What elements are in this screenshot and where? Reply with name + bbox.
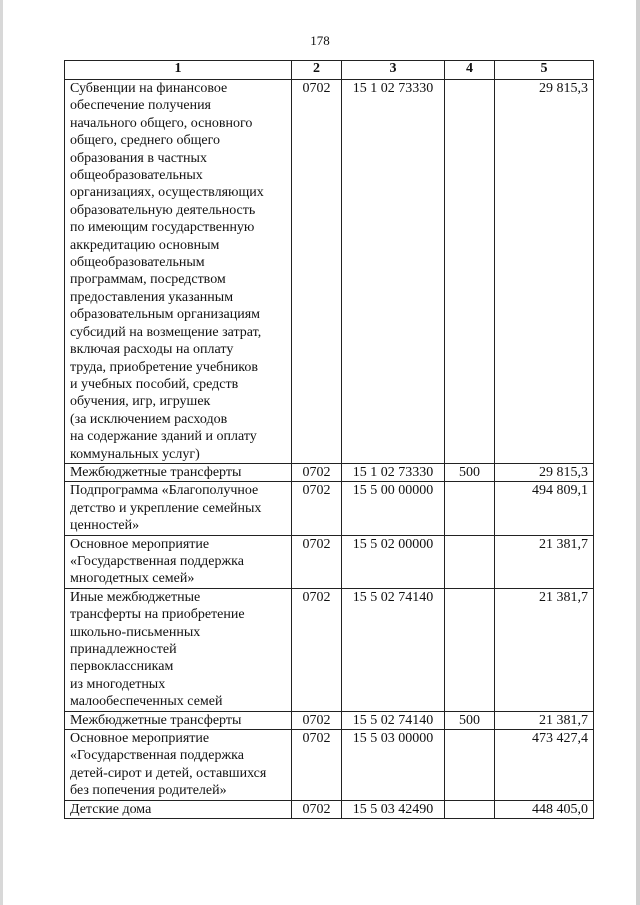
- row-name-cell: [65, 80, 292, 464]
- row-name-line: обеспечение получения: [70, 98, 211, 114]
- row-name-line: коммунальных услуг): [70, 446, 200, 462]
- row-name-line: на содержание зданий и оплату: [70, 429, 257, 445]
- row-name-line: включая расходы на оплату: [70, 342, 234, 358]
- page-number: 178: [310, 33, 330, 48]
- row-name-line: субсидий на возмещение затрат,: [70, 324, 262, 340]
- row-name-cell: [65, 535, 292, 588]
- row-name-line: (за исключением расходов: [70, 411, 228, 427]
- row-name-line: труда, приобретение учебников: [70, 359, 258, 375]
- row-name-line: трансферты на приобретение: [70, 607, 245, 623]
- row-name-line: Иные межбюджетные: [70, 589, 201, 605]
- row-name-line: Основное мероприятие: [70, 731, 210, 747]
- row-section-cell: 0702: [292, 535, 342, 588]
- row-name-line: Межбюджетные трансферты: [70, 464, 242, 480]
- row-target-code-cell: 15 1 02 73330: [342, 80, 445, 464]
- scan-edge-right: [636, 0, 640, 905]
- table-row: [65, 800, 594, 818]
- row-name-cell: [65, 800, 292, 818]
- row-amount-cell: 21 381,7: [495, 535, 594, 588]
- table-row: [65, 482, 594, 535]
- row-name-cell: [65, 463, 292, 481]
- row-name-line: Подпрограмма «Благополучное: [70, 483, 259, 499]
- row-amount-cell: 448 405,0: [495, 800, 594, 818]
- row-expense-type-cell: [445, 800, 495, 818]
- scan-edge-left: [0, 0, 3, 905]
- row-name-line: Основное мероприятие: [70, 536, 210, 552]
- row-name-line: «Государственная поддержка: [70, 553, 244, 569]
- row-expense-type-cell: [445, 80, 495, 464]
- row-expense-type-cell: [445, 482, 495, 535]
- table-row: [65, 463, 594, 481]
- row-section-cell: 0702: [292, 800, 342, 818]
- row-expense-type-cell: [445, 730, 495, 801]
- row-name-line: Межбюджетные трансферты: [70, 712, 242, 728]
- row-name-line: детство и укрепление семейных: [70, 500, 262, 516]
- row-name-line: без попечения родителей»: [70, 783, 227, 799]
- row-name-line: аккредитацию основным: [70, 237, 220, 253]
- row-expense-type-cell: [445, 535, 495, 588]
- row-name-cell: [65, 711, 292, 729]
- column-header-expense-type: 4: [445, 61, 495, 80]
- table-row: [65, 730, 594, 801]
- row-name-line: первоклассникам: [70, 659, 174, 675]
- row-name-line: организациях, осуществляющих: [70, 185, 264, 201]
- budget-table: [64, 60, 594, 819]
- column-header-target-code: 3: [342, 61, 445, 80]
- row-section-cell: 0702: [292, 711, 342, 729]
- row-target-code-cell: 15 5 02 74140: [342, 588, 445, 711]
- row-name-cell: [65, 588, 292, 711]
- row-amount-cell: 29 815,3: [495, 463, 594, 481]
- table-row: [65, 535, 594, 588]
- row-expense-type-cell: 500: [445, 711, 495, 729]
- row-name-line: образовательным организациям: [70, 307, 260, 323]
- row-name-line: и учебных пособий, средств: [70, 376, 239, 392]
- table-body: [65, 80, 594, 819]
- column-header-name: 1: [65, 61, 292, 80]
- row-name-line: общего, среднего общего: [70, 133, 220, 149]
- row-amount-cell: 21 381,7: [495, 711, 594, 729]
- row-target-code-cell: 15 5 03 42490: [342, 800, 445, 818]
- row-name-line: Субвенции на финансовое: [70, 81, 228, 96]
- row-name-line: образования в частных: [70, 150, 207, 166]
- row-name-cell: [65, 482, 292, 535]
- row-name-line: ценностей»: [70, 518, 140, 534]
- row-section-cell: 0702: [292, 588, 342, 711]
- row-section-cell: 0702: [292, 463, 342, 481]
- row-name-line: программам, посредством: [70, 272, 226, 288]
- row-amount-cell: 21 381,7: [495, 588, 594, 711]
- row-name-line: по имеющим государственную: [70, 220, 255, 236]
- row-name-line: принадлежностей: [70, 642, 177, 657]
- row-name-line: школьно-письменных: [70, 624, 201, 640]
- table-header-row: [65, 61, 594, 80]
- row-name-line: малообеспеченных семей: [70, 694, 223, 710]
- row-section-cell: 0702: [292, 482, 342, 535]
- row-target-code-cell: 15 1 02 73330: [342, 463, 445, 481]
- row-name-cell: [65, 730, 292, 801]
- row-name-line: начального общего, основного: [70, 115, 253, 131]
- row-target-code-cell: 15 5 00 00000: [342, 482, 445, 535]
- row-section-cell: 0702: [292, 80, 342, 464]
- column-header-section: 2: [292, 61, 342, 80]
- row-name-line: детей-сирот и детей, оставшихся: [70, 765, 267, 781]
- row-expense-type-cell: 500: [445, 463, 495, 481]
- row-name-line: предоставления указанным: [70, 289, 234, 305]
- row-name-line: образовательную деятельность: [70, 202, 256, 218]
- row-name-line: «Государственная поддержка: [70, 748, 244, 764]
- column-header-amount: 5: [495, 61, 594, 80]
- row-name-line: из многодетных: [70, 676, 166, 692]
- row-section-cell: 0702: [292, 730, 342, 801]
- table-row: [65, 588, 594, 711]
- table-row: [65, 711, 594, 729]
- table-row: [65, 80, 594, 464]
- row-amount-cell: 494 809,1: [495, 482, 594, 535]
- row-expense-type-cell: [445, 588, 495, 711]
- row-name-line: общеобразовательных: [70, 168, 203, 184]
- row-target-code-cell: 15 5 03 00000: [342, 730, 445, 801]
- row-name-line: обучения, игр, игрушек: [70, 394, 211, 410]
- row-name-line: Детские дома: [70, 801, 152, 817]
- row-amount-cell: 29 815,3: [495, 80, 594, 464]
- row-target-code-cell: 15 5 02 00000: [342, 535, 445, 588]
- row-target-code-cell: 15 5 02 74140: [342, 711, 445, 729]
- row-amount-cell: 473 427,4: [495, 730, 594, 801]
- row-name-line: многодетных семей»: [70, 571, 195, 587]
- row-name-line: общеобразовательным: [70, 255, 205, 271]
